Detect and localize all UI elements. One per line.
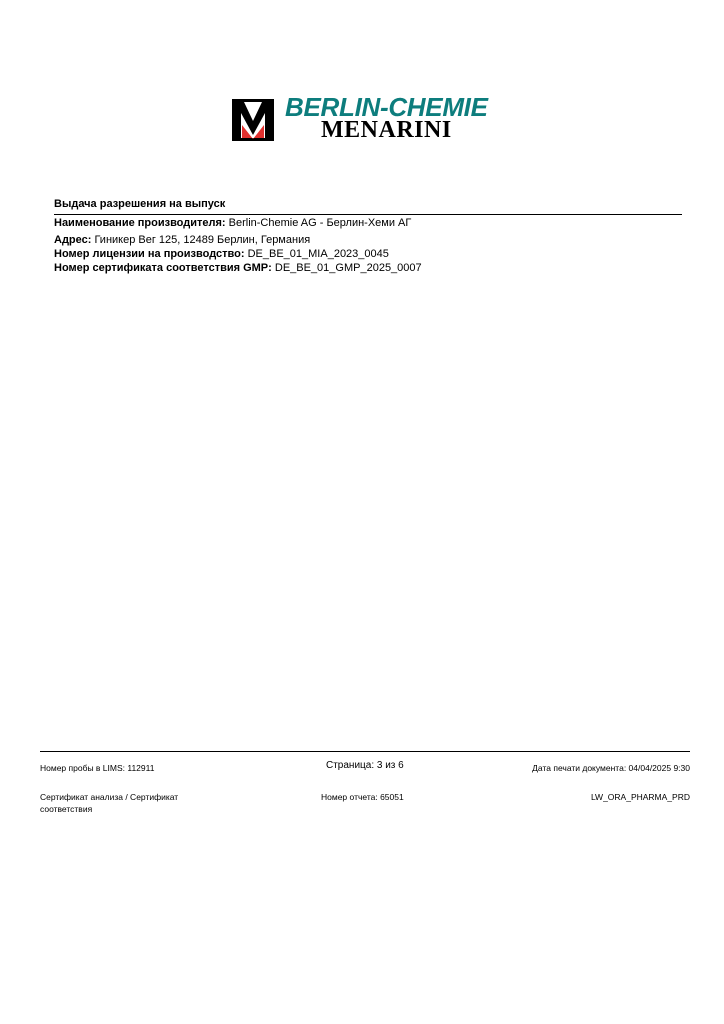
license-line [54, 248, 389, 261]
logo-brand-top: BERLIN-CHEMIE [285, 92, 488, 122]
logo-brand-bottom: MENARINI [321, 117, 452, 143]
document-type-line2: соответствия [40, 804, 93, 814]
footer-divider [40, 751, 690, 752]
manufacturer-line [54, 217, 411, 230]
address-line [54, 234, 310, 247]
license-value: DE_BE_01_MIA_2023_0045 [244, 248, 389, 260]
document-type-line1: Сертификат анализа / Сертификат [40, 792, 179, 802]
address-label: Адрес: [54, 234, 92, 246]
menarini-m-logo-icon [232, 99, 274, 141]
gmp-label: Номер сертификата соответствия GMP: [54, 262, 272, 274]
license-label: Номер лицензии на производство: [54, 248, 245, 260]
print-date: Дата печати документа: 04/04/2025 9:30 [532, 763, 690, 773]
gmp-value: DE_BE_01_GMP_2025_0007 [271, 262, 422, 274]
lims-sample-number: Номер пробы в LIMS: 112911 [40, 763, 155, 773]
manufacturer-value: Berlin-Chemie AG - Берлин-Хеми АГ [225, 217, 412, 229]
gmp-line [54, 262, 422, 275]
system-id: LW_ORA_PHARMA_PRD [590, 792, 690, 802]
manufacturer-label: Наименование производителя: [54, 217, 226, 229]
release-section-title: Выдача разрешения на выпуск [54, 198, 226, 210]
company-logo [232, 92, 494, 145]
section-divider [54, 214, 682, 215]
report-number: Номер отчета: 65051 [321, 792, 404, 802]
page-number: Страница: 3 из 6 [326, 760, 404, 771]
address-value: Гиникер Вег 125, 12489 Берлин, Германия [91, 234, 311, 246]
